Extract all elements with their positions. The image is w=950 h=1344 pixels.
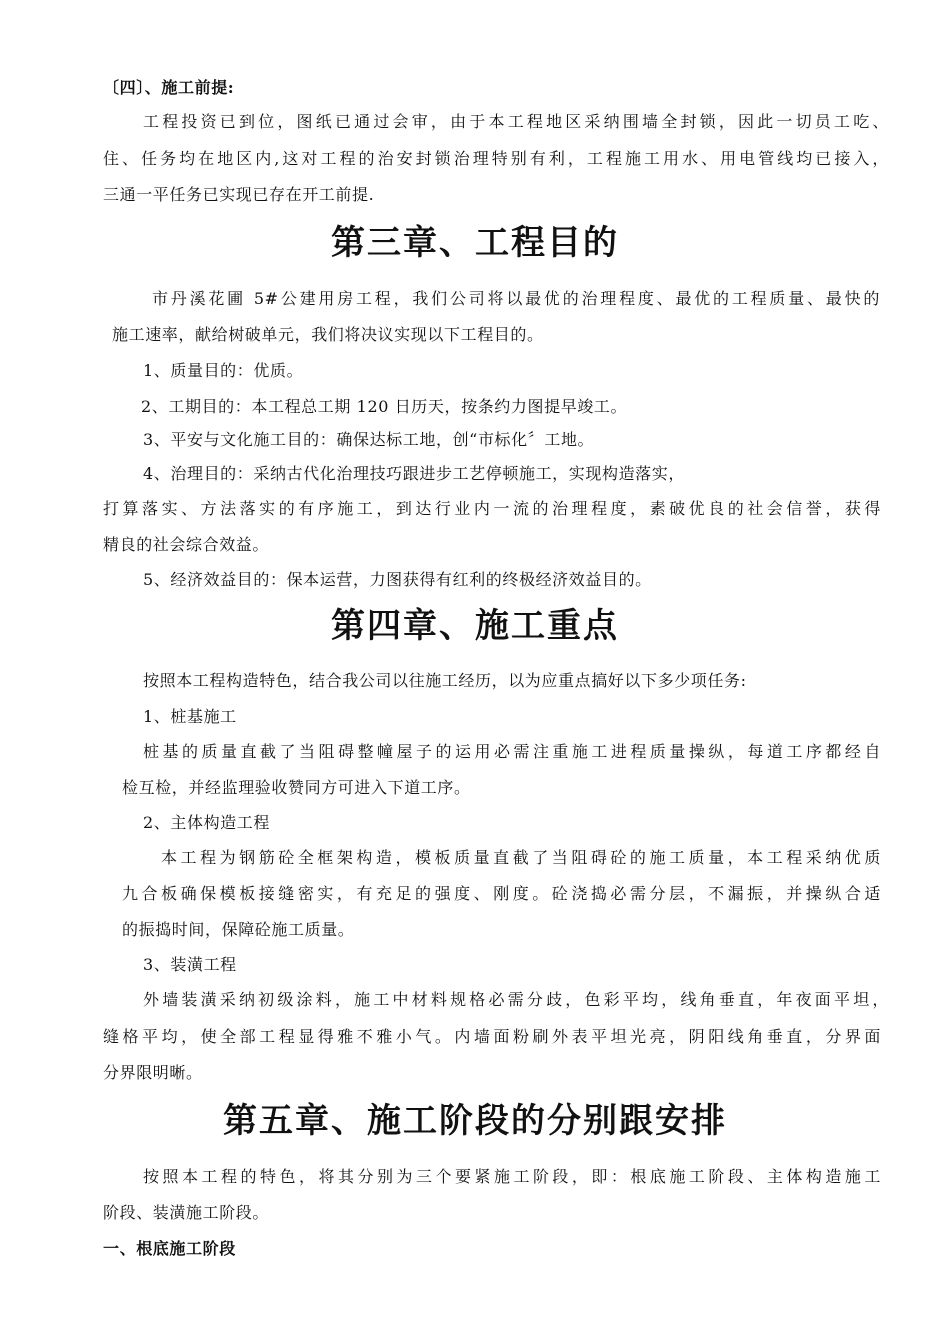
paragraph-line: 工程投资已到位，图纸已通过会审，由于本工程地区采纳围墙全封锁，因此一切员工吃、 — [143, 112, 889, 131]
paragraph-line: 九合板确保模板接缝密实，有充足的强度、刚度。砼浇捣必需分层，不漏振，并操纵合适 — [122, 884, 881, 903]
paragraph-line: 施工速率，献给树破单元，我们将决议实现以下工程目的。 — [112, 325, 544, 344]
paragraph-line: 外墙装潢采纳初级涂料，施工中材料规格必需分歧，色彩平均，线角垂直，年夜面平坦， — [143, 990, 889, 1009]
subsection-title: 2、主体构造工程 — [143, 813, 270, 832]
paragraph-line: 的振捣时间，保障砼施工质量。 — [122, 920, 355, 939]
list-item: 2、工期目的：本工程总工期 120 日历天，按条约力图提早竣工。 — [141, 397, 628, 416]
chapter-title: 第三章、工程目的 — [331, 223, 619, 263]
paragraph-line: 分界限明晰。 — [103, 1063, 203, 1082]
list-item: 3、平安与文化施工目的：确保达标工地，创“市标化〞工地。 — [143, 430, 595, 449]
subsection-title: 3、装潢工程 — [143, 955, 237, 974]
paragraph-line: 缝格平均，使全部工程显得雅不雅小气。内墙面粉刷外表平坦光亮，阴阳线角垂直，分界面 — [103, 1027, 881, 1046]
paragraph-line: 阶段、装潢施工阶段。 — [103, 1203, 270, 1222]
list-item: 1、质量目的：优质。 — [143, 361, 304, 380]
list-item: 5、经济效益目的：保本运营，力图获得有红利的终极经济效益目的。 — [143, 570, 652, 589]
chapter-title: 第五章、施工阶段的分别跟安排 — [223, 1101, 727, 1141]
subsection-title: 1、桩基施工 — [143, 707, 237, 726]
paragraph-line: 三通一平任务已实现已存在开工前提. — [103, 185, 375, 204]
section-heading: 一、根底施工阶段 — [103, 1239, 236, 1258]
paragraph-line: 打算落实、方法落实的有序施工，到达行业内一流的治理程度，素破优良的社会信誉，获得 — [103, 499, 881, 518]
paragraph-line: 检互检，并经监理验收赞同方可进入下道工序。 — [122, 778, 471, 797]
paragraph-line: 精良的社会综合效益。 — [103, 535, 270, 554]
chapter-title: 第四章、施工重点 — [331, 606, 619, 646]
paragraph-line: 按照本工程的特色，将其分别为三个要紧施工阶段，即：根底施工阶段、主体构造施工 — [143, 1167, 881, 1186]
paragraph-line: 本工程为钢筋砼全框架构造，模板质量直截了当阻碍砼的施工质量，本工程采纳优质 — [161, 848, 881, 867]
list-item: 4、治理目的：采纳古代化治理技巧跟进步工艺停顿施工，实现构造落实， — [143, 464, 685, 483]
section-heading: 〔四〕、施工前提: — [103, 78, 235, 97]
paragraph-line: 住、任务均在地区内,这对工程的治安封锁治理特别有利，工程施工用水、用电管线均已接入， — [103, 149, 889, 168]
paragraph-line: 桩基的质量直截了当阻碍整幢屋子的运用必需注重施工进程质量操纵，每道工序都经自 — [143, 742, 881, 761]
paragraph-line: 市丹溪花圃 5#公建用房工程，我们公司将以最优的治理程度、最优的工程质量、最快的 — [152, 289, 880, 308]
paragraph-line: 按照本工程构造特色，结合我公司以往施工经历，以为应重点搞好以下多少项任务: — [143, 671, 747, 690]
